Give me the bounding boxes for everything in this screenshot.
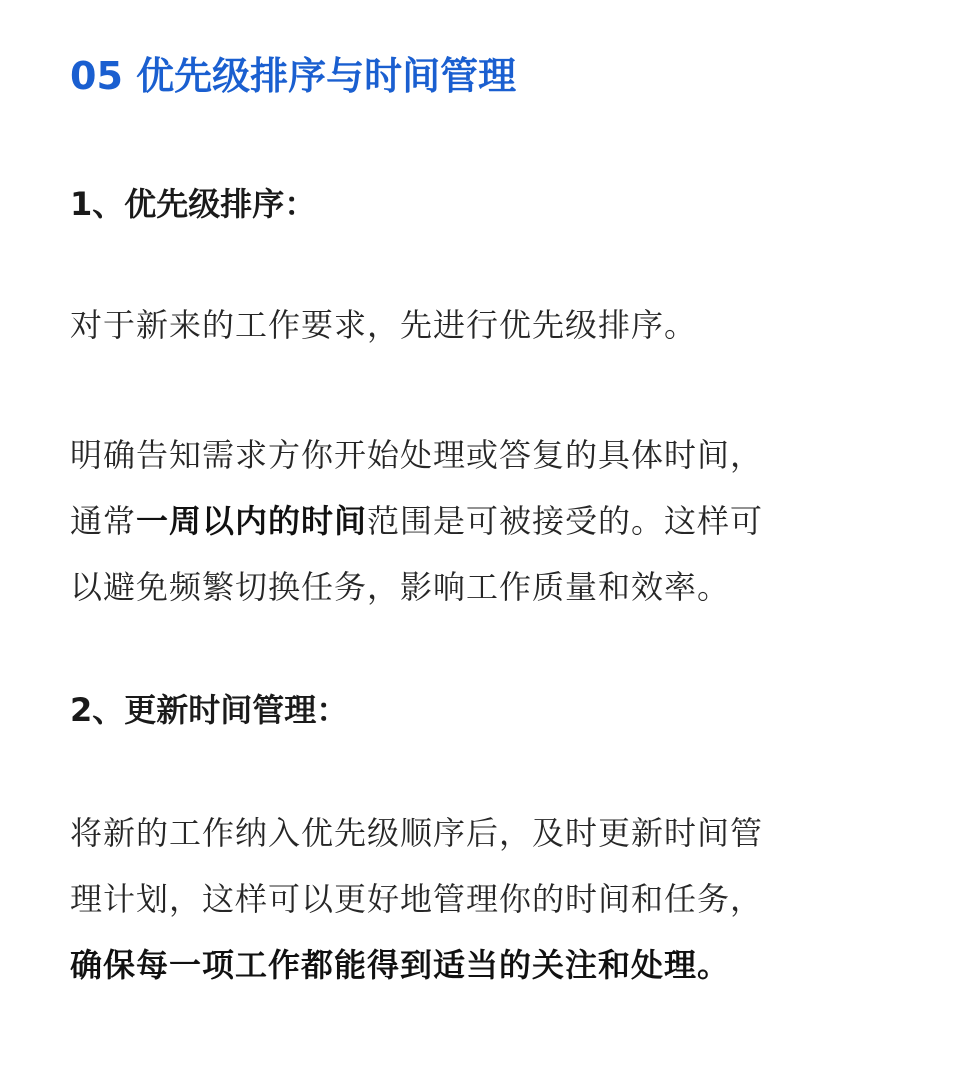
text-segment: 通常 — [70, 502, 137, 540]
paragraph-priority-intro — [70, 292, 900, 358]
paragraph-line: 理计划，这样可以更好地管理你的时间和任务， — [70, 880, 764, 918]
paragraph-time-management — [70, 800, 900, 998]
section-title: 05 优先级排序与时间管理 — [70, 54, 517, 98]
text-segment: 范围是可被接受的。这样可 — [367, 502, 764, 540]
subheading-time-management: 2、更新时间管理： — [70, 691, 349, 729]
paragraph-line — [70, 488, 900, 554]
subheading-priority-sorting: 1、优先级排序： — [70, 185, 317, 223]
paragraph-line: 对于新来的工作要求，先进行优先级排序。 — [70, 306, 698, 344]
paragraph-line: 明确告知需求方你开始处理或答复的具体时间， — [70, 436, 764, 474]
paragraph-line: 以避免频繁切换任务，影响工作质量和效率。 — [70, 568, 731, 606]
emphasis-text: 一周以内的时间 — [136, 502, 368, 540]
paragraph-priority-detail — [70, 422, 900, 620]
paragraph-line: 将新的工作纳入优先级顺序后，及时更新时间管 — [70, 814, 764, 852]
emphasis-text: 确保每一项工作都能得到适当的关注和处理。 — [70, 946, 731, 984]
paragraph-line — [70, 932, 900, 998]
